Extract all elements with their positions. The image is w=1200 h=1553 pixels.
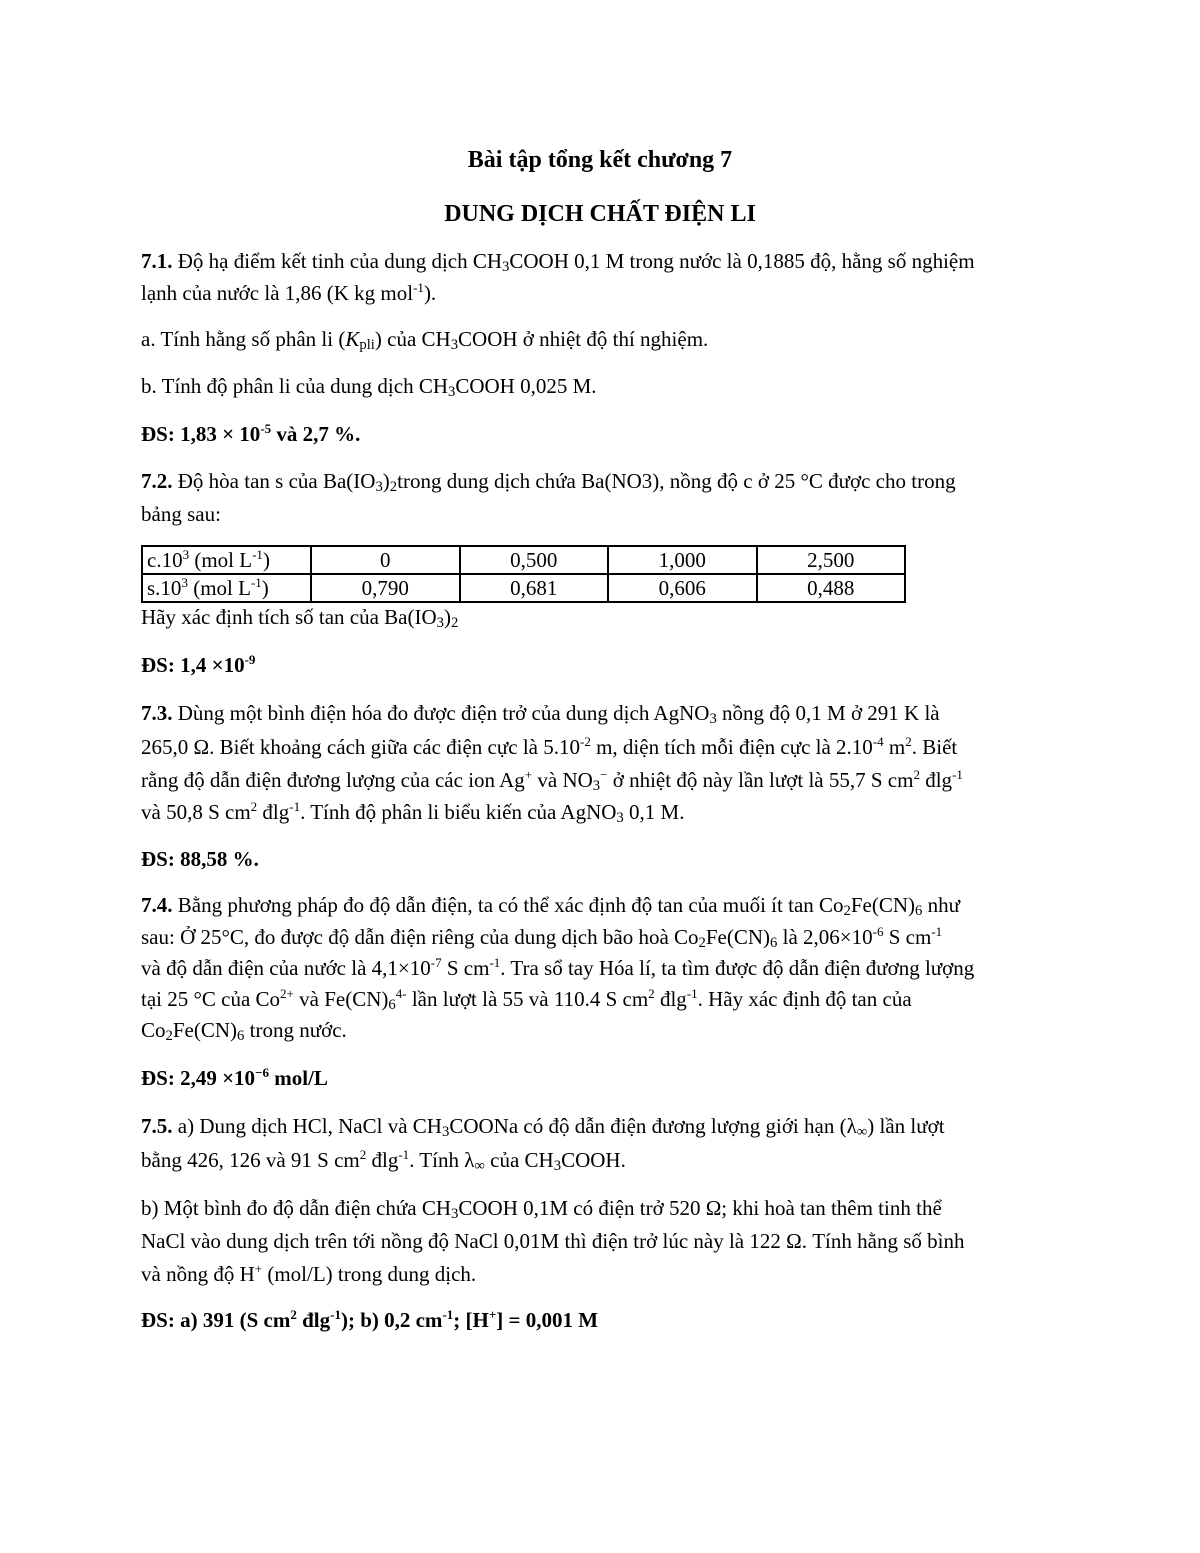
problem-7-1-line-2: lạnh của nước là 1,86 (K kg mol$^{-1}$). xyxy=(141,280,437,305)
problem-7-1-part-a: a. Tính hằng số phân li $(K_{pli})$ của $CH_3COOH$ ở nhiệt độ thí nghiệm. xyxy=(141,327,709,354)
table-cell: 0,681 xyxy=(460,574,609,602)
table-row xyxy=(142,574,905,602)
problem-7-4-line-4: tại 25 °C của $Co^{2+}$ và $Fe(CN)_6^{4-}$ lần lượt là 55 và 110.4 S $cm^2$ đlg$^{-1}$. Hãy xác định độ tan của xyxy=(141,986,912,1014)
table-cell: 0,606 xyxy=(608,574,757,602)
table-row xyxy=(142,546,905,574)
problem-7-4-line-2: sau: Ở 25°C, đo được độ dẫn điện riêng của dung dịch bão hoà $Co_2Fe(CN)_6$ là $2,06\times 10^{-6}$ S $cm^{-1}$ xyxy=(141,924,943,952)
table-cell: 2,500 xyxy=(757,546,906,574)
problem-7-3-answer: ĐS: 88,58 %. xyxy=(141,847,259,871)
problem-7-1-line-1: 7.1. Độ hạ điểm kết tinh của dung dịch $CH_3COOH$ 0,1 M trong nước là 0,1885 độ, hằng số nghiệm xyxy=(141,249,975,276)
problem-number: 7.3. xyxy=(141,701,173,725)
problem-7-5-part-b-line-3: và nồng độ H+ (mol/L) trong dung dịch. xyxy=(141,1261,477,1286)
solubility-table xyxy=(141,545,906,603)
problem-7-5-line-2: bằng 426, 126 và 91 S $cm^2$ đlg$^{-1}$. Tính $\lambda_\infty$ của $CH_3COOH$. xyxy=(141,1147,626,1175)
problem-7-4-line-5: $Co_2Fe(CN)_6$ trong nước. xyxy=(141,1018,347,1045)
table-cell: 0,790 xyxy=(311,574,460,602)
table-cell: $c.10^3$ (mol $L^{-1}$) xyxy=(142,546,311,574)
problem-7-5-answer: ĐS: a) 391 (S $cm^2$ đlg$^{-1}$); b) 0,2 $cm^{-1}$; [H+] = 0,001 M xyxy=(141,1307,599,1332)
problem-7-2-line-1: 7.2. Độ hòa tan s của $Ba(IO_3)_2trong$ dung dịch chứa Ba(NO3), nồng độ c ở 25 °C được cho trong xyxy=(141,469,956,496)
problem-7-3-line-3: rằng độ dẫn điện đương lượng của các ion Ag+ và $NO_3^-$ ở nhiệt độ này lần lượt là 55,7 S $cm^2$ đlg$^{-1}$ xyxy=(141,767,963,795)
table-cell: 0,488 xyxy=(757,574,906,602)
table-cell: $s.10^3$ (mol $L^{-1}$) xyxy=(142,574,311,602)
problem-number: 7.4. xyxy=(141,893,173,917)
problem-7-5-part-b-line-2: NaCl vào dung dịch trên tới nồng độ NaCl 0,01M thì điện trở lúc này là 122 Ω. Tính hằng số bình xyxy=(141,1229,965,1253)
page-subtitle: DUNG DỊCH CHẤT ĐIỆN LI xyxy=(444,201,756,227)
problem-7-5-part-b-line-1: b) Một bình đo độ dẫn điện chứa $CH_3COOH$ 0,1M có điện trở 520 Ω; khi hoà tan thêm tinh thể xyxy=(141,1196,942,1223)
problem-7-2-question: Hãy xác định tích số tan của $Ba(IO_3)_2$ xyxy=(141,605,459,632)
problem-7-4-line-3: và độ dẫn điện của nước là $4,1\times 10^{-7}$ S $cm^{-1}$. Tra sổ tay Hóa lí, ta tìm được độ dẫn điện đương lượng xyxy=(141,955,975,980)
problem-7-4-line-1: 7.4. Bằng phương pháp đo độ dẫn điện, ta có thể xác định độ tan của muối ít $\tan Co_2Fe(CN)_6$ như xyxy=(141,893,961,920)
problem-7-3-line-1: 7.3. Dùng một bình điện hóa đo được điện trở của dung dịch AgNO$_3$ nồng độ 0,1 M ở 291 K là xyxy=(141,701,940,728)
problem-7-5-line-1: 7.5. a) Dung dịch HCl, NaCl và $CH_3COONa$ có độ dẫn điện đương lượng giới hạn $(\lambda_\infty)$ lần lượt xyxy=(141,1114,945,1141)
table-cell: 0 xyxy=(311,546,460,574)
problem-7-3-line-2: 265,0 Ω. Biết khoảng cách giữa các điện cực là $5.10^{-2}$ m, diện tích mỗi điện cực là $2.10^{-4}$ $m^2$. Biết xyxy=(141,734,958,759)
problem-7-1-part-b: b. Tính độ phân li của dung dịch $CH_3COOH$ 0,025 M. xyxy=(141,374,597,401)
problem-number: 7.2. xyxy=(141,469,173,493)
problem-7-2-line-2: bảng sau: xyxy=(141,502,221,526)
table-cell: 1,000 xyxy=(608,546,757,574)
problem-7-1-answer: ĐS: $1,83 \times 10^{-5}$ và 2,7 %. xyxy=(141,421,361,446)
problem-7-2-answer: ĐS: $1,4 \times 10^{-9}$ xyxy=(141,652,256,677)
page-title: Bài tập tổng kết chương 7 xyxy=(467,147,733,173)
problem-number: 7.5. xyxy=(141,1114,173,1138)
problem-7-3-line-4: và 50,8 S $cm^2$ đlg$^{-1}$. Tính độ phân li biểu kiến của AgNO$_3$ 0,1 M. xyxy=(141,799,685,827)
problem-number: 7.1. xyxy=(141,249,173,273)
table-cell: 0,500 xyxy=(460,546,609,574)
problem-7-4-answer: ĐS: $2,49 \times 10^{-6}$ mol/L xyxy=(141,1065,328,1090)
